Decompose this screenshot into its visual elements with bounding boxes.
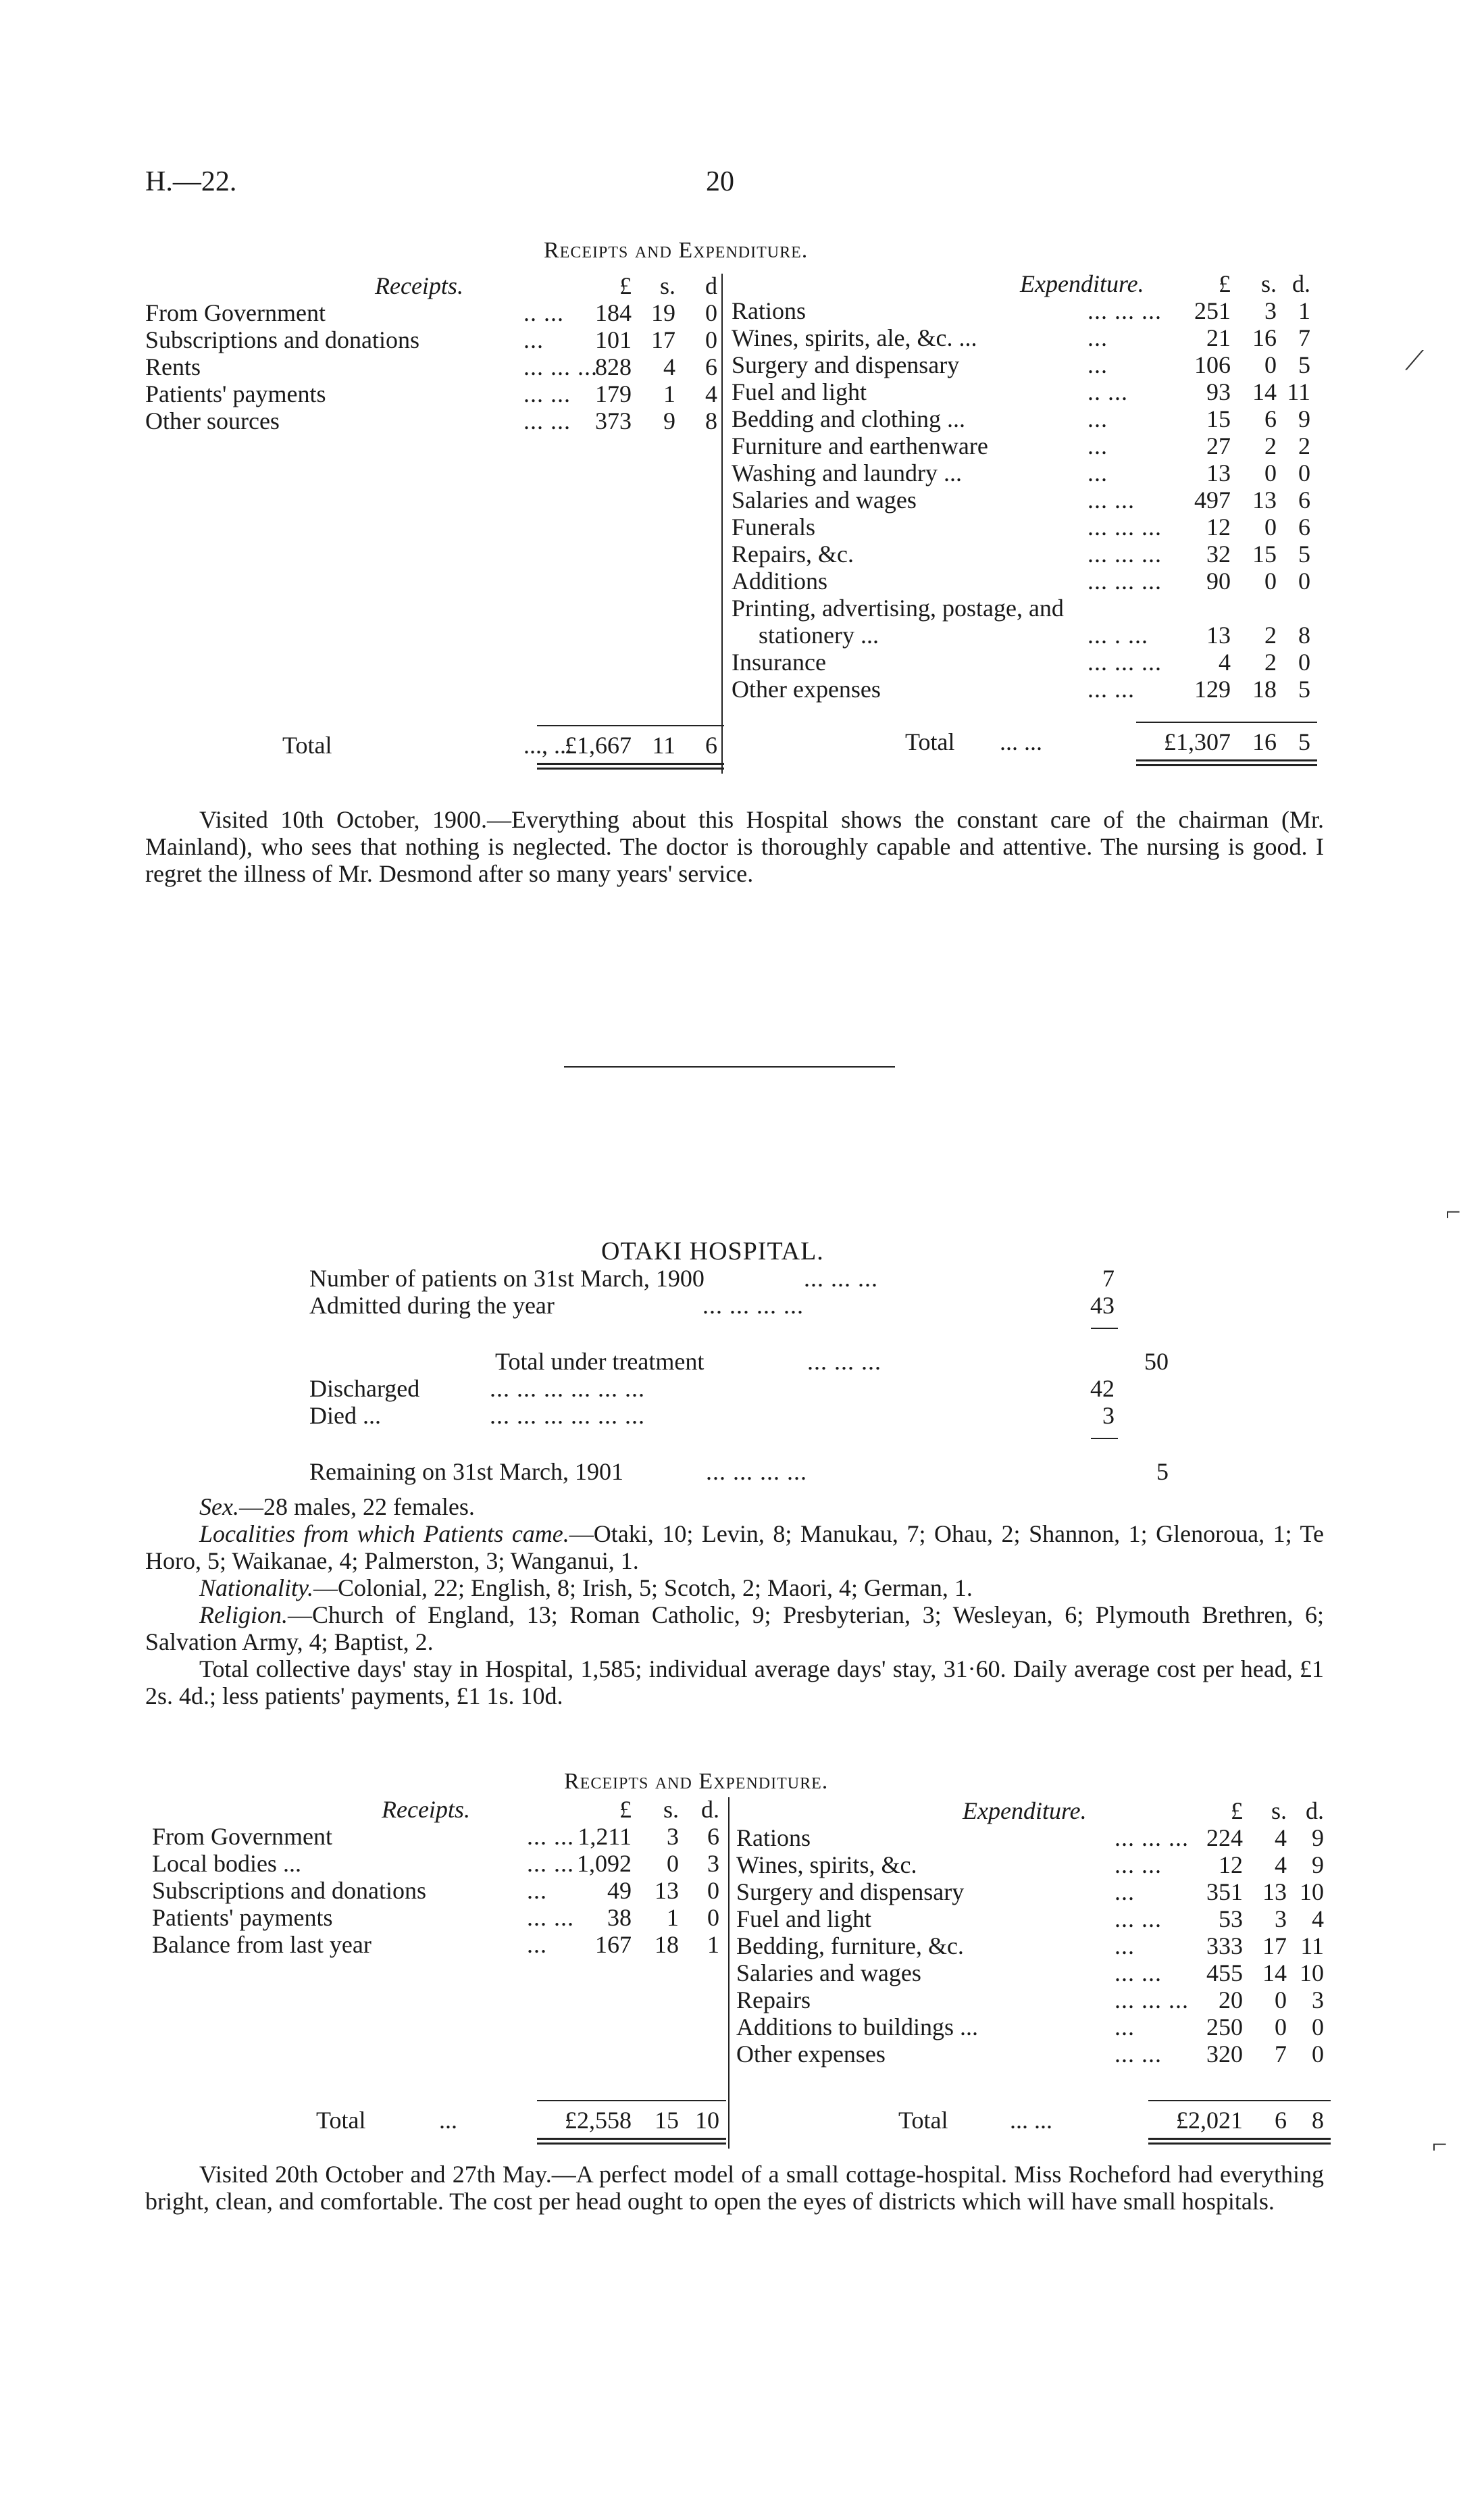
leader-dots: ... ... — [1000, 728, 1042, 755]
pence-value: 2 — [1298, 432, 1310, 459]
shillings-value: 7 — [1275, 2040, 1287, 2068]
shillings-value: 4 — [1275, 1851, 1287, 1878]
leader-dots: ... ... ... — [1115, 1986, 1189, 2013]
row-label: Insurance — [732, 649, 826, 676]
total-double-rule — [537, 2138, 726, 2145]
pounds-value: 251 — [1194, 297, 1231, 324]
leader-dots: ... — [1088, 432, 1108, 459]
section1-table-title: Receipts and Expenditure. — [544, 238, 809, 263]
pence-value: 9 — [1312, 1824, 1324, 1851]
leader-dots: ... ... ... ... — [702, 1292, 804, 1319]
column-heading: Receipts. — [382, 1796, 470, 1823]
row-label: Subscriptions and donations — [145, 326, 419, 353]
shillings-value: 18 — [1252, 676, 1277, 703]
row-label: Other expenses — [736, 2040, 886, 2068]
leader-dots: ... ... ... — [1088, 649, 1162, 676]
row-label: Salaries and wages — [732, 486, 917, 513]
detail-paragraph-text — [145, 1574, 1324, 1601]
leader-dots: ... ... — [1115, 1959, 1162, 1986]
pounds-column-header: £ — [619, 1796, 632, 1823]
pence-value: 3 — [1312, 1986, 1324, 2013]
leader-dots: ... ... ... ... — [706, 1458, 807, 1485]
total-pounds: £1,307 — [1164, 728, 1231, 755]
column-heading: Expenditure. — [963, 1797, 1087, 1824]
pounds-value: 167 — [595, 1931, 632, 1958]
pence-value: 5 — [1298, 676, 1310, 703]
pounds-value: 373 — [595, 407, 632, 434]
row-label: Rents — [145, 353, 201, 380]
pounds-value: 20 — [1219, 1986, 1243, 2013]
pounds-value: 13 — [1206, 622, 1231, 649]
leader-dots: ..., ... — [523, 732, 572, 759]
row-label: Funerals — [732, 513, 815, 541]
pence-value: 10 — [1300, 1878, 1324, 1905]
leader-dots: ... ... — [1115, 1851, 1162, 1878]
pounds-value: 129 — [1194, 676, 1231, 703]
total-shillings: 11 — [652, 732, 675, 759]
total-pounds: £2,021 — [1176, 2107, 1243, 2134]
pounds-value: 32 — [1206, 541, 1231, 568]
detail-label: Localities from which Patients came. — [199, 1520, 569, 1547]
pence-value: 11 — [1287, 378, 1310, 405]
detail-label: Nationality. — [199, 1574, 314, 1601]
pounds-value: 90 — [1206, 568, 1231, 595]
shillings-value: 19 — [651, 299, 675, 326]
pence-column-header: d. — [701, 1796, 719, 1823]
leader-dots: ... ... — [523, 380, 571, 407]
shillings-value: 16 — [1252, 324, 1277, 351]
detail-text: —Otaki, 10; Levin, 8; Manukau, 7; Ohau, 2; Shannon, 1; Glenoroua, 1; Te Horo, 5; Waikanae, 4; Palmerston, 3; Wanganui, 1. — [145, 1520, 1325, 1574]
pounds-column-header: £ — [1219, 270, 1231, 297]
detail-text: —Colonial, 22; English, 8; Irish, 5; Scotch, 2; Maori, 4; German, 1. — [313, 1574, 973, 1601]
stat-value: 42 — [1090, 1375, 1115, 1402]
detail-paragraph — [145, 1574, 1324, 1601]
pounds-value: 101 — [595, 326, 632, 353]
leader-dots: ... ... ... — [1088, 297, 1162, 324]
pence-value: 3 — [707, 1850, 719, 1877]
shillings-value: 17 — [1262, 1932, 1287, 1959]
shillings-value: 17 — [651, 326, 675, 353]
shillings-column-header: s. — [663, 1796, 679, 1823]
leader-dots: ... ... ... — [1088, 513, 1162, 541]
row-label: Bedding and clothing ... — [732, 405, 965, 432]
pence-column-header: d. — [1292, 270, 1310, 297]
shillings-value: 1 — [663, 380, 675, 407]
shillings-value: 2 — [1264, 432, 1277, 459]
pounds-value: 13 — [1206, 459, 1231, 486]
row-label: Additions to buildings ... — [736, 2013, 979, 2040]
stat-value: 50 — [1144, 1348, 1169, 1375]
stat-value: 7 — [1102, 1265, 1115, 1292]
total-shillings: 15 — [655, 2107, 679, 2134]
pounds-value: 49 — [607, 1877, 632, 1904]
detail-paragraph — [145, 1655, 1324, 1709]
pounds-value: 12 — [1206, 513, 1231, 541]
total-rule — [1148, 2100, 1331, 2101]
row-label: Patients' payments — [152, 1904, 333, 1931]
leader-dots: ... ... — [1010, 2107, 1052, 2134]
pounds-value: 4 — [1219, 649, 1231, 676]
row-label: stationery ... — [759, 622, 879, 649]
row-label: Surgery and dispensary — [736, 1878, 965, 1905]
shillings-value: 15 — [1252, 541, 1277, 568]
column-heading: Receipts. — [375, 272, 463, 299]
detail-paragraph — [145, 1520, 1324, 1574]
stat-value: 43 — [1090, 1292, 1115, 1319]
subtotal-rule — [1091, 1438, 1118, 1439]
total-double-rule — [1148, 2138, 1331, 2145]
leader-dots: ... — [1115, 1878, 1135, 1905]
pence-value: 4 — [1312, 1905, 1324, 1932]
pounds-value: 27 — [1206, 432, 1231, 459]
pence-value: 6 — [707, 1823, 719, 1850]
stat-label: Admitted during the year — [309, 1292, 555, 1319]
pence-value: 0 — [707, 1904, 719, 1931]
shillings-value: 3 — [667, 1823, 679, 1850]
pounds-value: 455 — [1206, 1959, 1243, 1986]
pence-value: 0 — [705, 299, 717, 326]
total-pounds: £1,667 — [565, 732, 632, 759]
table-divider — [728, 1797, 730, 2149]
pence-value: 9 — [1298, 405, 1310, 432]
pounds-value: 53 — [1219, 1905, 1243, 1932]
stat-label: Number of patients on 31st March, 1900 — [309, 1265, 705, 1292]
pounds-value: 250 — [1206, 2013, 1243, 2040]
shillings-value: 0 — [667, 1850, 679, 1877]
leader-dots: ... . ... — [1088, 622, 1148, 649]
row-label: Patients' payments — [145, 380, 326, 407]
total-double-rule — [1136, 759, 1317, 766]
pence-value: 0 — [1312, 2040, 1324, 2068]
row-label: Subscriptions and donations — [152, 1877, 426, 1904]
pounds-column-header: £ — [619, 272, 632, 299]
row-label: Other expenses — [732, 676, 881, 703]
total-label: Total — [905, 728, 955, 755]
page-number: 20 — [706, 166, 734, 197]
total-label: Total — [316, 2107, 366, 2134]
row-label: Local bodies ... — [152, 1850, 301, 1877]
detail-text: Total collective days' stay in Hospital, 1,585; individual average days' stay, 31·60. Daily average cost per head, £1 2s. 4d.; less patients' payments, £1 1s. 10d. — [145, 1655, 1324, 1709]
row-label: Wines, spirits, &c. — [736, 1851, 917, 1878]
shillings-value: 1 — [667, 1904, 679, 1931]
detail-label: Sex. — [199, 1493, 239, 1520]
leader-dots: ... — [1115, 1932, 1135, 1959]
section1-visit-note: Visited 10th October, 1900.—Everything about this Hospital shows the constant care of the chairman (Mr. Mainland), who sees that nothing is neglected. The doctor is thoroughly capable and attentive. The nursing is good. I regret the illness of Mr. Desmond after so many years' service. — [145, 806, 1324, 887]
stat-value: 5 — [1156, 1458, 1169, 1485]
pounds-value: 93 — [1206, 378, 1231, 405]
pounds-value: 1,211 — [578, 1823, 632, 1850]
leader-dots: ... — [527, 1931, 547, 1958]
leader-dots: ... ... — [1088, 676, 1135, 703]
leader-dots: ... ... — [527, 1850, 574, 1877]
row-label: Surgery and dispensary — [732, 351, 960, 378]
detail-paragraph-text — [145, 1655, 1324, 1709]
pence-value: 1 — [1298, 297, 1310, 324]
pence-value: 0 — [1298, 649, 1310, 676]
pence-value: 10 — [1300, 1959, 1324, 1986]
leader-dots: ... ... — [1115, 2040, 1162, 2068]
shillings-value: 2 — [1264, 622, 1277, 649]
pence-column-header: d — [705, 272, 717, 299]
leader-dots: ... ... — [523, 407, 571, 434]
leader-dots: ... — [1115, 2013, 1135, 2040]
shillings-value: 0 — [1264, 568, 1277, 595]
pence-value: 1 — [707, 1931, 719, 1958]
leader-dots: ... — [1088, 405, 1108, 432]
pounds-value: 21 — [1206, 324, 1231, 351]
row-label: Repairs — [736, 1986, 811, 2013]
leader-dots: ... — [1088, 351, 1108, 378]
shillings-column-header: s. — [1271, 1797, 1287, 1824]
leader-dots: ... ... ... — [1115, 1824, 1189, 1851]
row-label: Printing, advertising, postage, and — [732, 595, 1064, 622]
shillings-value: 14 — [1252, 378, 1277, 405]
total-shillings: 6 — [1275, 2107, 1287, 2134]
leader-dots: ... ... — [1088, 486, 1135, 513]
shillings-value: 18 — [655, 1931, 679, 1958]
pence-value: 0 — [707, 1877, 719, 1904]
pounds-value: 106 — [1194, 351, 1231, 378]
subtotal-rule — [1091, 1328, 1118, 1329]
pence-value: 6 — [1298, 486, 1310, 513]
pence-value: 5 — [1298, 351, 1310, 378]
otaki-visit-note: Visited 20th October and 27th May.—A perfect model of a small cottage-hospital. Miss Rocheford had everything bright, clean, and comfortable. The cost per head ought to open the eyes of districts which will have small hospitals. — [145, 2161, 1324, 2215]
row-label: Fuel and light — [732, 378, 867, 405]
total-pence: 8 — [1312, 2107, 1324, 2134]
total-pence: 10 — [695, 2107, 719, 2134]
total-rule — [537, 725, 724, 726]
pounds-value: 333 — [1206, 1932, 1243, 1959]
pence-value: 9 — [1312, 1851, 1324, 1878]
pence-value: 0 — [1298, 568, 1310, 595]
leader-dots: ... — [1088, 324, 1108, 351]
pence-value: 5 — [1298, 541, 1310, 568]
pounds-value: 1,092 — [577, 1850, 632, 1877]
total-label: Total — [282, 732, 332, 759]
shillings-value: 0 — [1264, 351, 1277, 378]
pence-value: 7 — [1298, 324, 1310, 351]
otaki-hospital-title: OTAKI HOSPITAL. — [601, 1237, 824, 1265]
row-label: Additions — [732, 568, 828, 595]
total-pence: 6 — [705, 732, 717, 759]
pounds-value: 351 — [1206, 1878, 1243, 1905]
detail-paragraph — [145, 1493, 1324, 1520]
total-rule — [1136, 722, 1317, 723]
stat-label: Discharged — [309, 1375, 420, 1402]
pence-column-header: d. — [1306, 1797, 1324, 1824]
row-label: Rations — [736, 1824, 811, 1851]
total-shillings: 16 — [1252, 728, 1277, 755]
leader-dots: ... ... ... — [804, 1265, 878, 1292]
row-label: Bedding, furniture, &c. — [736, 1932, 964, 1959]
pence-value: 8 — [705, 407, 717, 434]
pence-value: 0 — [1312, 2013, 1324, 2040]
shillings-value: 13 — [1252, 486, 1277, 513]
leader-dots: ... ... ... ... ... ... — [490, 1375, 645, 1402]
shillings-column-header: s. — [659, 272, 675, 299]
pence-value: 0 — [1298, 459, 1310, 486]
pence-value: 4 — [705, 380, 717, 407]
pence-value: 8 — [1298, 622, 1310, 649]
leader-dots: ... — [1088, 459, 1108, 486]
leader-dots: ... ... — [527, 1823, 574, 1850]
row-label: Rations — [732, 297, 807, 324]
pounds-value: 179 — [595, 380, 632, 407]
total-label: Total — [898, 2107, 948, 2134]
stat-label: Died ... — [309, 1402, 381, 1429]
detail-text: —Church of England, 13; Roman Catholic, 9; Presbyterian, 3; Wesleyan, 6; Plymouth Brethren, 6; Salvation Army, 4; Baptist, 2. — [145, 1601, 1324, 1655]
pounds-column-header: £ — [1231, 1797, 1243, 1824]
row-label: Other sources — [145, 407, 280, 434]
pounds-value: 12 — [1219, 1851, 1243, 1878]
stat-label: Total under treatment — [495, 1348, 705, 1375]
pounds-value: 15 — [1206, 405, 1231, 432]
detail-text: —28 males, 22 females. — [238, 1493, 475, 1520]
total-double-rule — [537, 763, 724, 770]
margin-scan-mark: ⟋ — [1405, 345, 1424, 376]
shillings-value: 6 — [1264, 405, 1277, 432]
leader-dots: .. ... — [1088, 378, 1128, 405]
leader-dots: ... — [439, 2107, 457, 2134]
shillings-value: 9 — [663, 407, 675, 434]
shillings-value: 2 — [1264, 649, 1277, 676]
leader-dots: ... ... ... — [523, 353, 598, 380]
leader-dots: ... ... ... — [807, 1348, 881, 1375]
shillings-value: 0 — [1275, 2013, 1287, 2040]
shillings-value: 4 — [1275, 1824, 1287, 1851]
margin-scan-mark: ⌐ — [1432, 2129, 1448, 2159]
shillings-column-header: s. — [1260, 270, 1277, 297]
leader-dots: ... ... ... ... ... ... — [490, 1402, 645, 1429]
stat-value: 3 — [1102, 1402, 1115, 1429]
shillings-value: 13 — [655, 1877, 679, 1904]
shillings-value: 4 — [663, 353, 675, 380]
section-separator — [564, 1066, 895, 1068]
pounds-value: 38 — [607, 1904, 632, 1931]
leader-dots: ... ... ... — [1088, 541, 1162, 568]
detail-paragraph-text — [145, 1520, 1324, 1574]
shillings-value: 3 — [1264, 297, 1277, 324]
shillings-value: 3 — [1275, 1905, 1287, 1932]
leader-dots: ... — [523, 326, 544, 353]
shillings-value: 13 — [1262, 1878, 1287, 1905]
pence-value: 6 — [705, 353, 717, 380]
leader-dots: ... ... ... — [1088, 568, 1162, 595]
pounds-value: 184 — [595, 299, 632, 326]
shillings-value: 0 — [1275, 1986, 1287, 2013]
row-label: Balance from last year — [152, 1931, 372, 1958]
pounds-value: 224 — [1206, 1824, 1243, 1851]
shillings-value: 14 — [1262, 1959, 1287, 1986]
shillings-value: 0 — [1264, 459, 1277, 486]
document-reference: H.—22. — [145, 166, 237, 197]
row-label: Fuel and light — [736, 1905, 871, 1932]
stat-label: Remaining on 31st March, 1901 — [309, 1458, 623, 1485]
leader-dots: .. ... — [523, 299, 564, 326]
leader-dots: ... ... — [527, 1904, 574, 1931]
detail-label: Religion. — [199, 1601, 288, 1628]
row-label: From Government — [152, 1823, 332, 1850]
leader-dots: ... — [527, 1877, 547, 1904]
pence-value: 0 — [705, 326, 717, 353]
row-label: Furniture and earthenware — [732, 432, 988, 459]
pence-value: 6 — [1298, 513, 1310, 541]
margin-scan-mark: ⌐ — [1445, 1197, 1461, 1227]
row-label: Salaries and wages — [736, 1959, 921, 1986]
row-label: From Government — [145, 299, 326, 326]
leader-dots: ... ... — [1115, 1905, 1162, 1932]
pounds-value: 320 — [1206, 2040, 1243, 2068]
total-rule — [537, 2100, 726, 2101]
pounds-value: 497 — [1194, 486, 1231, 513]
table-divider — [721, 274, 723, 774]
row-label: Wines, spirits, ale, &c. ... — [732, 324, 977, 351]
detail-paragraph-text — [145, 1493, 1324, 1520]
total-pence: 5 — [1298, 728, 1310, 755]
row-label: Repairs, &c. — [732, 541, 854, 568]
detail-paragraph-text — [145, 1601, 1324, 1655]
row-label: Washing and laundry ... — [732, 459, 963, 486]
pence-value: 11 — [1300, 1932, 1324, 1959]
pounds-value: 828 — [595, 353, 632, 380]
column-heading: Expenditure. — [1020, 270, 1144, 297]
otaki-table-title: Receipts and Expenditure. — [564, 1769, 829, 1794]
total-pounds: £2,558 — [565, 2107, 632, 2134]
detail-paragraph — [145, 1601, 1324, 1655]
shillings-value: 0 — [1264, 513, 1277, 541]
